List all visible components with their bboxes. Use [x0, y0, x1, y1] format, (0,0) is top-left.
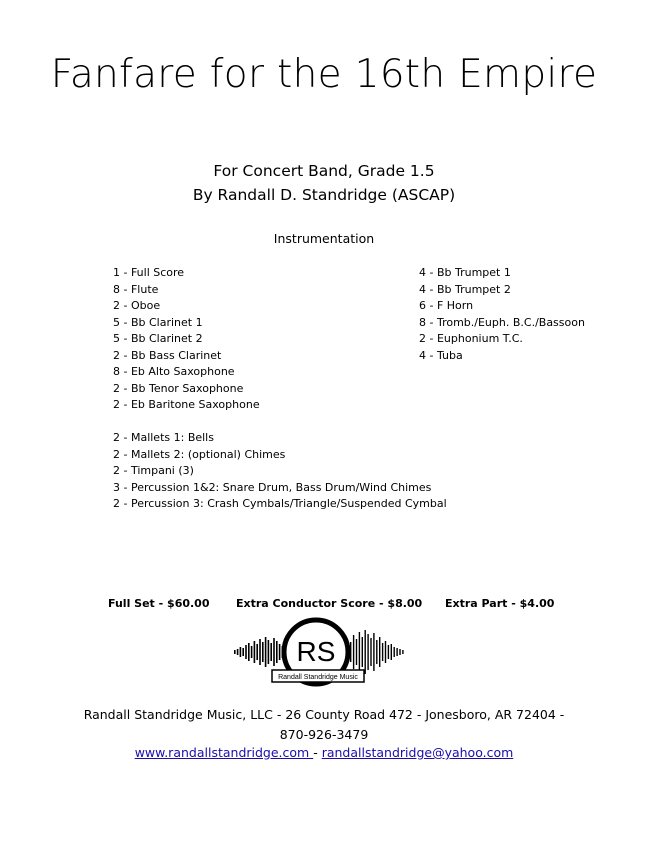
wave-bar — [394, 647, 395, 657]
subtitle-composer: By Randall D. Standridge (ASCAP) — [192, 186, 456, 204]
list-item: 2 - Oboe — [113, 299, 161, 312]
wave-bar — [254, 641, 256, 663]
price-conductor-score: Extra Conductor Score - $8.00 — [236, 597, 423, 610]
wave-bar — [385, 641, 386, 663]
contact-separator: - — [313, 745, 318, 760]
wave-bar — [373, 633, 374, 671]
price-full-set: Full Set - $60.00 — [108, 597, 210, 610]
wave-bar — [265, 637, 267, 667]
list-item: 3 - Percussion 1&2: Snare Drum, Bass Drum/Wind Chimes — [113, 480, 432, 494]
subtitle-ensemble-grade: For Concert Band, Grade 1.5 — [213, 162, 435, 180]
wave-bar — [362, 637, 363, 667]
list-item: 6 - F Horn — [419, 299, 474, 312]
wave-bar — [379, 637, 380, 667]
publisher-address: Randall Standridge Music, LLC - 26 County Road 472 - Jonesboro, AR 72404 - — [83, 707, 565, 722]
email-link[interactable]: randallstandridge@yahoo.com — [321, 745, 514, 760]
list-item: 1 - Full Score — [113, 266, 185, 279]
list-item: 2 - Timpani (3) — [113, 464, 194, 477]
list-item: 8 - Eb Alto Saxophone — [113, 365, 235, 378]
list-item: 2 - Mallets 1: Bells — [113, 431, 214, 444]
list-item: 4 - Tuba — [419, 348, 463, 362]
wave-bar — [237, 649, 239, 655]
wave-bar — [396, 648, 397, 656]
wave-bar — [256, 644, 258, 660]
publisher-logo — [232, 616, 408, 690]
list-item: 2 - Percussion 3: Crash Cymbals/Triangle/Suspended Cymbal — [113, 497, 447, 510]
wave-bar — [268, 640, 270, 664]
wave-bar — [245, 645, 247, 659]
list-item: 8 - Tromb./Euph. B.C./Bassoon — [419, 315, 585, 329]
website-link[interactable]: www.randallstandridge.com — [134, 745, 314, 760]
wave-bar — [370, 638, 371, 666]
instrumentation-heading: Instrumentation — [273, 231, 375, 246]
logo-banner: Randall Standridge Music — [278, 674, 358, 681]
wave-bar — [356, 639, 357, 665]
soundwave-logo-icon — [232, 616, 408, 690]
wave-bar — [273, 638, 275, 666]
wave-bar — [248, 643, 250, 661]
wave-bar — [276, 641, 278, 663]
wave-bar — [262, 642, 264, 662]
wave-bar — [353, 635, 354, 669]
wave-bar — [367, 634, 368, 670]
list-item: 4 - Bb Trumpet 2 — [419, 282, 511, 296]
publisher-phone: 870-926-3479 — [279, 727, 369, 742]
list-item: 2 - Eb Baritone Saxophone — [113, 398, 260, 411]
list-item: 2 - Bb Bass Clarinet — [113, 348, 222, 362]
list-item: 5 - Bb Clarinet 2 — [113, 332, 203, 345]
list-item: 4 - Bb Trumpet 1 — [419, 266, 511, 279]
wave-bar — [365, 630, 366, 674]
wave-bar — [240, 647, 242, 657]
wave-bar — [402, 650, 403, 654]
wave-bar — [391, 644, 392, 660]
wave-bar — [279, 644, 281, 660]
list-item: 8 - Flute — [113, 282, 159, 296]
wave-bar — [399, 649, 400, 655]
list-item: 2 - Euphonium T.C. — [419, 332, 523, 345]
wave-bar — [234, 650, 236, 654]
wave-bar — [242, 648, 244, 656]
publisher-contact — [0, 745, 648, 760]
wave-bar — [270, 643, 272, 661]
instrument-list-left — [113, 265, 260, 414]
instrument-list-right — [419, 265, 585, 364]
page-title: Fanfare for the 16th Empire — [50, 52, 598, 97]
list-item: 5 - Bb Clarinet 1 — [113, 315, 203, 329]
wave-bar — [376, 640, 377, 664]
price-extra-part: Extra Part - $4.00 — [445, 597, 555, 610]
wave-bar — [359, 632, 360, 672]
wave-bar — [382, 643, 383, 661]
logo-initials: RS — [296, 636, 336, 667]
list-item: 2 - Bb Tenor Saxophone — [113, 381, 244, 395]
percussion-list — [113, 430, 447, 513]
wave-bar — [388, 645, 389, 659]
wave-bar — [259, 639, 261, 665]
list-item: 2 - Mallets 2: (optional) Chimes — [113, 447, 286, 461]
wave-bar — [251, 646, 253, 658]
